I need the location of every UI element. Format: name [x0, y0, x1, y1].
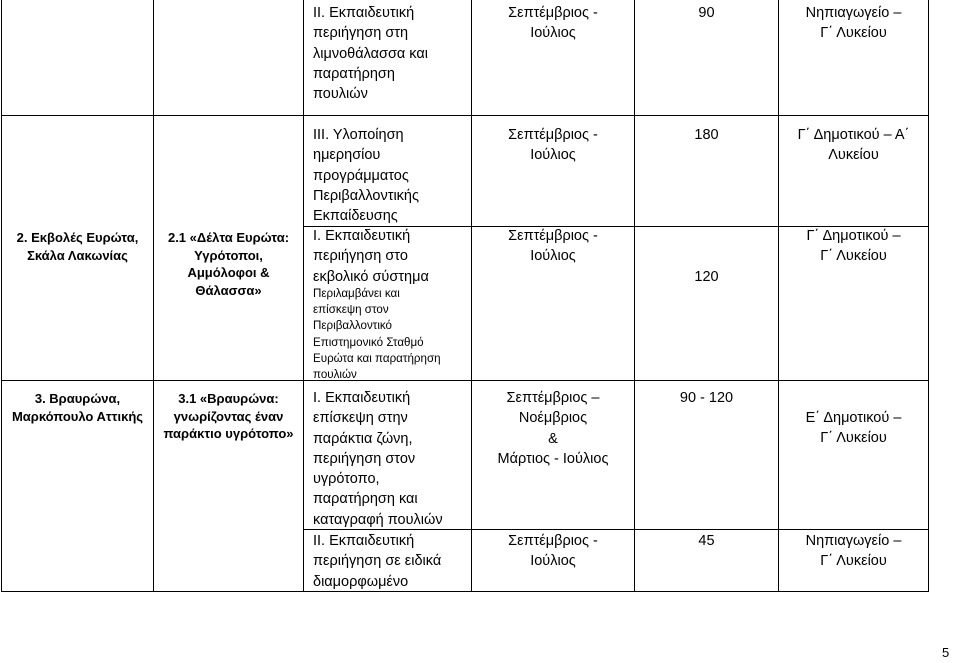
grades-cell: Νηπιαγωγείο – Γ΄ Λυκείου	[805, 533, 902, 570]
duration-cell: 90 - 120	[679, 390, 734, 406]
activity-cell: ΙΙ. Εκπαιδευτική περιήγηση στη λιμνοθάλασσα και παρατήρηση πουλιών	[313, 5, 428, 103]
grades-cell: Νηπιαγωγείο – Γ΄ Λυκείου	[805, 5, 902, 42]
activity-cell: ΙΙ. Εκπαιδευτική περιήγηση σε ειδικά διαμορφωμένο	[313, 533, 442, 590]
activity-cell: Ι. Εκπαιδευτική επίσκεψη στην παράκτια ζώνη, περιήγηση στον υγρότοπο, παρατήρηση και καταγραφή πουλιών	[313, 390, 443, 528]
table-col-divider	[303, 0, 304, 592]
duration-cell: 120	[694, 269, 719, 285]
table-border-left	[1, 0, 2, 592]
activity-cell: Ι. Εκπαιδευτική περιήγηση στο εκβολικό σύστημα	[313, 228, 429, 285]
period-cell: Σεπτέμβριος - Ιούλιος	[508, 5, 598, 42]
activity-note: Περιλαμβάνει και επίσκεψη στον Περιβαλλοντικό Επιστημονικό Σταθμό Ευρώτα και παρατήρηση πουλιών	[313, 287, 441, 382]
area-cell: 3. Βραυρώνα, Μαρκόπουλο Αττικής	[11, 391, 144, 424]
grades-cell: Γ΄ Δημοτικού – Α΄ Λυκείου	[797, 127, 910, 164]
table-col-divider	[471, 0, 472, 592]
period-cell: Σεπτέμβριος - Ιούλιος	[508, 533, 598, 570]
table-border-right	[928, 0, 929, 592]
subarea-cell: 3.1 «Βραυρώνα: γνωρίζοντας έναν παράκτιο υγρότοπο»	[163, 391, 294, 441]
table-col-divider	[634, 0, 635, 592]
period-cell: Σεπτέμβριος - Ιούλιος	[508, 228, 598, 265]
subarea-cell: 2.1 «Δέλτα Ευρώτα: Υγρότοποι, Αμμόλοφοι & Θάλασσα»	[167, 230, 290, 298]
period-cell: Σεπτέμβριος – Νοέμβριος & Μάρτιος - Ιούλιος	[497, 390, 609, 467]
table-row-divider	[1, 115, 929, 116]
grades-cell: Ε΄ Δημοτικού – Γ΄ Λυκείου	[805, 410, 902, 447]
grades-cell: Γ΄ Δημοτικού – Γ΄ Λυκείου	[806, 228, 901, 265]
activity-cell: ΙΙΙ. Υλοποίηση ημερησίου προγράμματος Περιβαλλοντικής Εκπαίδευσης	[313, 127, 419, 225]
period-cell: Σεπτέμβριος - Ιούλιος	[508, 127, 598, 164]
area-cell: 2. Εκβολές Ευρώτα, Σκάλα Λακωνίας	[16, 230, 139, 263]
duration-cell: 90	[698, 5, 715, 21]
page-number: 5	[942, 645, 950, 660]
table-col-divider	[778, 0, 779, 592]
duration-cell: 180	[694, 127, 719, 143]
duration-cell: 45	[698, 533, 715, 549]
